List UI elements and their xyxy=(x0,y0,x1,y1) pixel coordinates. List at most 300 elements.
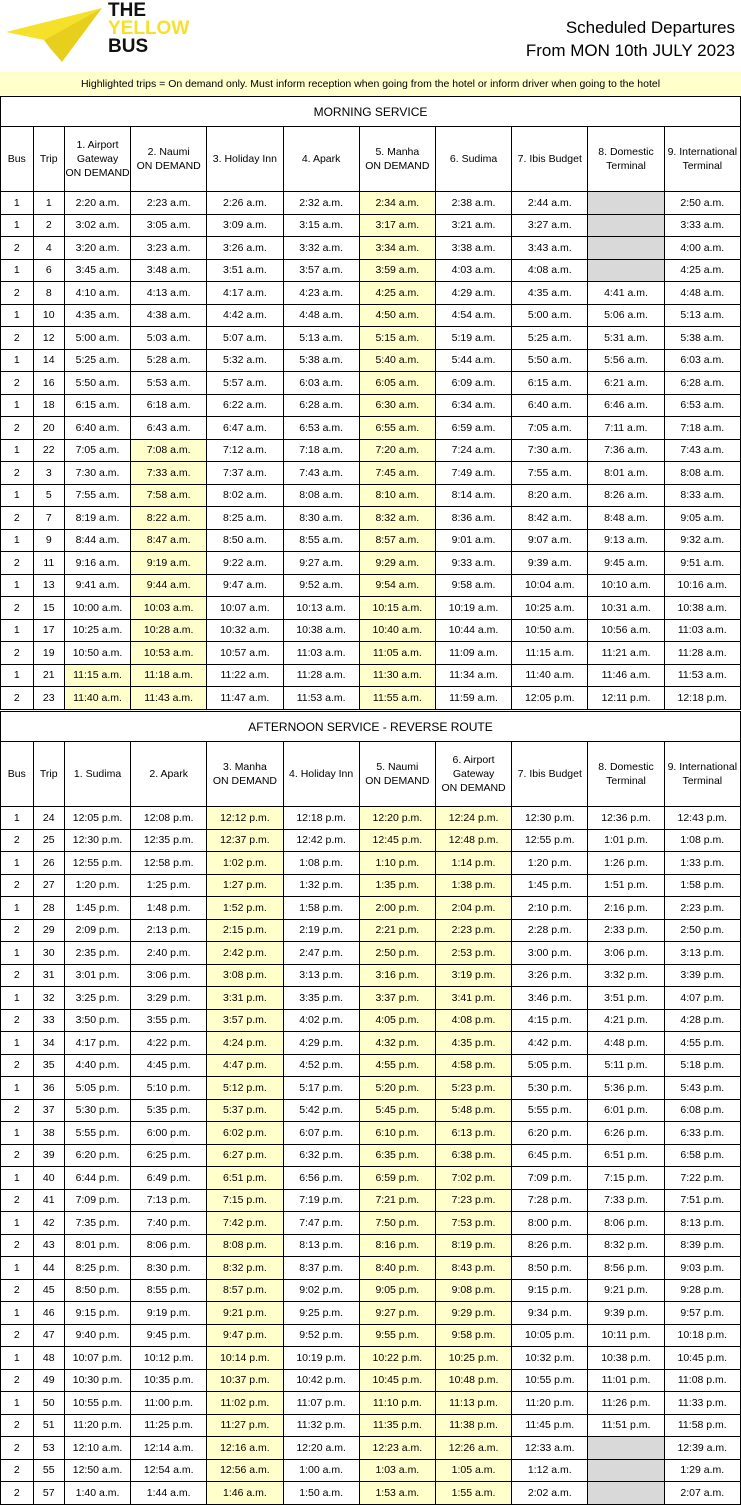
timetable-cell: 5:18 p.m. xyxy=(664,1054,740,1077)
timetable-row xyxy=(1,1482,741,1505)
timetable-cell: 10:31 a.m. xyxy=(588,597,664,620)
timetable-cell: 2 xyxy=(1,327,34,350)
timetable-cell: 12:18 p.m. xyxy=(664,687,740,710)
timetable-cell: 12:54 a.m. xyxy=(131,1459,207,1482)
timetable-cell: 5:45 p.m. xyxy=(359,1099,435,1122)
timetable-cell: 10:57 a.m. xyxy=(207,642,283,665)
timetable-cell: 1:51 p.m. xyxy=(588,874,664,897)
timetable-cell: 10:05 p.m. xyxy=(512,1324,588,1347)
timetable-cell: 10:48 p.m. xyxy=(435,1369,511,1392)
timetable-cell: 20 xyxy=(33,417,65,440)
column-header xyxy=(207,127,283,192)
timetable-cell: 2:53 p.m. xyxy=(435,942,511,965)
timetable-cell: 8:33 a.m. xyxy=(664,484,740,507)
timetable-row xyxy=(1,304,741,327)
timetable-cell: 3:13 p.m. xyxy=(283,964,359,987)
timetable-cell: 2:00 p.m. xyxy=(359,897,435,920)
timetable-cell: 12:36 p.m. xyxy=(588,807,664,830)
timetable-cell: 1:26 p.m. xyxy=(588,852,664,875)
timetable-cell xyxy=(588,259,664,282)
column-header-line: ON DEMAND xyxy=(65,167,130,179)
timetable-cell: 12:05 p.m. xyxy=(65,807,131,830)
timetable-cell: 2:19 p.m. xyxy=(283,919,359,942)
timetable-cell: 11:10 p.m. xyxy=(359,1392,435,1415)
timetable-cell: 2 xyxy=(1,1437,34,1460)
timetable-cell: 10:04 a.m. xyxy=(512,574,588,597)
timetable-cell: 3:01 p.m. xyxy=(65,964,131,987)
timetable-cell: 4:55 p.m. xyxy=(664,1032,740,1055)
timetable-row xyxy=(1,462,741,485)
timetable-cell: 7:43 a.m. xyxy=(664,439,740,462)
logo-line-1: THE xyxy=(108,0,146,21)
column-header-line: 5. Naumi xyxy=(376,761,419,773)
timetable-cell: 2 xyxy=(1,552,34,575)
timetable-cell: 1:25 p.m. xyxy=(131,874,207,897)
timetable-cell: 10:13 a.m. xyxy=(283,597,359,620)
timetable-cell: 10:32 p.m. xyxy=(512,1347,588,1370)
timetable-cell: 9:28 p.m. xyxy=(664,1279,740,1302)
timetable-cell: 2 xyxy=(1,687,34,710)
timetable-cell: 2:42 p.m. xyxy=(207,942,283,965)
timetable-cell: 3:13 p.m. xyxy=(664,942,740,965)
timetable-cell: 1 xyxy=(1,807,34,830)
timetable-cell: 1 xyxy=(1,394,34,417)
timetable-cell: 3:09 a.m. xyxy=(207,214,283,237)
timetable-cell: 5:38 a.m. xyxy=(283,349,359,372)
timetable-cell: 4:48 p.m. xyxy=(588,1032,664,1055)
timetable-cell: 10:37 p.m. xyxy=(207,1369,283,1392)
timetable-cell: 5:28 a.m. xyxy=(131,349,207,372)
timetable-cell: 12:33 a.m. xyxy=(512,1437,588,1460)
timetable-cell: 8:50 a.m. xyxy=(207,529,283,552)
timetable-cell: 2:23 p.m. xyxy=(664,897,740,920)
timetable-cell: 22 xyxy=(33,439,65,462)
timetable-cell: 10:30 p.m. xyxy=(65,1369,131,1392)
timetable-cell: 4:00 a.m. xyxy=(664,237,740,260)
timetable-cell: 8:08 a.m. xyxy=(664,462,740,485)
timetable-row xyxy=(1,372,741,395)
timetable-cell: 11:18 a.m. xyxy=(131,664,207,687)
timetable-cell: 12:20 p.m. xyxy=(359,807,435,830)
timetable-cell: 13 xyxy=(33,574,65,597)
timetable-cell: 2:50 p.m. xyxy=(359,942,435,965)
timetable-cell: 57 xyxy=(33,1482,65,1505)
timetable-cell: 4:05 p.m. xyxy=(359,1009,435,1032)
timetable-cell: 3:15 a.m. xyxy=(283,214,359,237)
timetable-cell: 9:40 p.m. xyxy=(65,1324,131,1347)
timetable-cell: 6:15 a.m. xyxy=(65,394,131,417)
timetable-cell: 10:12 p.m. xyxy=(131,1347,207,1370)
timetable-cell: 11:55 a.m. xyxy=(359,687,435,710)
timetable-cell: 8:20 a.m. xyxy=(512,484,588,507)
column-header-line: Gateway xyxy=(452,768,495,780)
timetable-cell: 3:20 a.m. xyxy=(65,237,131,260)
timetable-row xyxy=(1,642,741,665)
column-header xyxy=(664,742,740,807)
timetable-cell: 3:35 p.m. xyxy=(283,987,359,1010)
timetable-cell: 1:12 a.m. xyxy=(512,1459,588,1482)
timetable-cell: 17 xyxy=(33,619,65,642)
timetable-cell: 7:30 a.m. xyxy=(65,462,131,485)
timetable-cell: 10:25 a.m. xyxy=(512,597,588,620)
timetable-cell: 12:37 p.m. xyxy=(207,829,283,852)
timetable-cell: 10 xyxy=(33,304,65,327)
timetable-cell: 10:10 a.m. xyxy=(588,574,664,597)
timetable-row xyxy=(1,1144,741,1167)
timetable-cell: 3:17 a.m. xyxy=(359,214,435,237)
timetable-cell: 12:11 p.m. xyxy=(588,687,664,710)
timetable-cell: 2:26 a.m. xyxy=(207,192,283,215)
timetable-cell: 1:27 p.m. xyxy=(207,874,283,897)
timetable-cell: 4:48 a.m. xyxy=(283,304,359,327)
timetable-cell: 4:47 p.m. xyxy=(207,1054,283,1077)
timetable-cell: 1:08 p.m. xyxy=(664,829,740,852)
timetable-cell: 1:53 a.m. xyxy=(359,1482,435,1505)
timetable-cell: 9:39 a.m. xyxy=(512,552,588,575)
timetable-cell: 3:38 a.m. xyxy=(435,237,511,260)
timetable-cell: 10:22 p.m. xyxy=(359,1347,435,1370)
timetable-cell: 11:32 p.m. xyxy=(283,1414,359,1437)
timetable-cell: 3:06 p.m. xyxy=(131,964,207,987)
timetable-cell: 43 xyxy=(33,1234,65,1257)
timetable-cell: 11:53 a.m. xyxy=(664,664,740,687)
timetable-cell: 5:35 p.m. xyxy=(131,1099,207,1122)
column-header-line: Gateway xyxy=(76,153,119,165)
timetable-cell: 26 xyxy=(33,852,65,875)
timetable-cell: 6:34 a.m. xyxy=(435,394,511,417)
timetable-cell: 11:34 a.m. xyxy=(435,664,511,687)
timetable-cell: 10:25 p.m. xyxy=(435,1347,511,1370)
column-header-line: Terminal xyxy=(606,160,646,172)
timetable-cell: 1 xyxy=(1,987,34,1010)
timetable-cell: 11:51 p.m. xyxy=(588,1414,664,1437)
timetable-cell: 10:07 a.m. xyxy=(207,597,283,620)
timetable-row xyxy=(1,237,741,260)
column-header-line: 5. Manha xyxy=(375,146,420,158)
timetable-cell: 9:52 p.m. xyxy=(283,1324,359,1347)
timetable-cell: 7:11 a.m. xyxy=(588,417,664,440)
timetable-cell: 8:01 a.m. xyxy=(588,462,664,485)
timetable-cell: 2:23 a.m. xyxy=(131,192,207,215)
timetable-cell: 6:55 a.m. xyxy=(359,417,435,440)
column-header-line: 6. Airport xyxy=(452,754,495,766)
timetable-cell: 3:33 a.m. xyxy=(664,214,740,237)
timetable-cell: 10:56 a.m. xyxy=(588,619,664,642)
timetable-cell: 5:38 a.m. xyxy=(664,327,740,350)
timetable-cell: 18 xyxy=(33,394,65,417)
timetable-cell: 14 xyxy=(33,349,65,372)
timetable-cell: 2:32 a.m. xyxy=(283,192,359,215)
timetable-cell: 21 xyxy=(33,664,65,687)
timetable-cell xyxy=(588,237,664,260)
timetable-cell: 47 xyxy=(33,1324,65,1347)
timetable-cell: 4:52 p.m. xyxy=(283,1054,359,1077)
timetable-cell: 12:55 p.m. xyxy=(65,852,131,875)
timetable-cell: 8:02 a.m. xyxy=(207,484,283,507)
timetable-cell: 2:40 p.m. xyxy=(131,942,207,965)
timetable-cell: 9:47 p.m. xyxy=(207,1324,283,1347)
timetable-cell: 1 xyxy=(1,259,34,282)
timetable-cell: 1:46 a.m. xyxy=(207,1482,283,1505)
timetable-cell: 2:21 p.m. xyxy=(359,919,435,942)
timetable-cell: 3:25 p.m. xyxy=(65,987,131,1010)
timetable-cell: 3:08 p.m. xyxy=(207,964,283,987)
timetable-cell: 4:41 a.m. xyxy=(588,282,664,305)
afternoon-section-title: AFTERNOON SERVICE - REVERSE ROUTE xyxy=(1,712,741,742)
timetable-cell: 8:13 p.m. xyxy=(664,1212,740,1235)
timetable-cell: 28 xyxy=(33,897,65,920)
timetable-row xyxy=(1,439,741,462)
timetable-cell: 2:23 p.m. xyxy=(435,919,511,942)
timetable-cell: 30 xyxy=(33,942,65,965)
timetable-cell: 2 xyxy=(1,507,34,530)
timetable-cell: 3:26 a.m. xyxy=(207,237,283,260)
timetable-cell: 8:39 p.m. xyxy=(664,1234,740,1257)
logo-line-3: BUS xyxy=(108,36,149,57)
timetable-cell: 9:52 a.m. xyxy=(283,574,359,597)
timetable-cell: 1 xyxy=(1,349,34,372)
column-header xyxy=(131,742,207,807)
timetable-cell: 7:33 p.m. xyxy=(588,1189,664,1212)
timetable-cell: 8:43 p.m. xyxy=(435,1257,511,1280)
timetable-cell: 6:10 p.m. xyxy=(359,1122,435,1145)
timetable-cell: 1 xyxy=(1,1257,34,1280)
timetable-cell: 53 xyxy=(33,1437,65,1460)
timetable-row xyxy=(1,1257,741,1280)
timetable-cell: 11:30 a.m. xyxy=(359,664,435,687)
timetable-cell: 10:38 p.m. xyxy=(588,1347,664,1370)
timetable-cell: 2 xyxy=(1,642,34,665)
timetable-cell: 6:40 a.m. xyxy=(65,417,131,440)
timetable-cell: 1:02 p.m. xyxy=(207,852,283,875)
timetable-cell: 8:44 a.m. xyxy=(65,529,131,552)
timetable-cell: 11:45 p.m. xyxy=(512,1414,588,1437)
timetable-cell: 2 xyxy=(33,214,65,237)
timetable-cell: 3:59 a.m. xyxy=(359,259,435,282)
timetable-cell: 7:35 p.m. xyxy=(65,1212,131,1235)
timetable-cell: 6:30 a.m. xyxy=(359,394,435,417)
timetable-cell: 9:45 p.m. xyxy=(131,1324,207,1347)
timetable-cell: 5:06 a.m. xyxy=(588,304,664,327)
timetable-cell: 10:19 p.m. xyxy=(283,1347,359,1370)
timetable-cell: 2:35 p.m. xyxy=(65,942,131,965)
timetable-cell: 1 xyxy=(1,1302,34,1325)
timetable-cell: 12:08 p.m. xyxy=(131,807,207,830)
timetable-row xyxy=(1,1054,741,1077)
timetable-cell: 10:14 p.m. xyxy=(207,1347,283,1370)
timetable-cell: 1 xyxy=(1,664,34,687)
timetable-cell: 1:52 p.m. xyxy=(207,897,283,920)
timetable-cell: 7:51 p.m. xyxy=(664,1189,740,1212)
timetable-cell: 6:35 p.m. xyxy=(359,1144,435,1167)
timetable-cell: 6:03 a.m. xyxy=(283,372,359,395)
timetable-cell: 1 xyxy=(1,1347,34,1370)
timetable-row xyxy=(1,987,741,1010)
timetable-cell: 2:04 p.m. xyxy=(435,897,511,920)
timetable-cell: 2:38 a.m. xyxy=(435,192,511,215)
timetable-cell: 3:41 p.m. xyxy=(435,987,511,1010)
timetable-cell: 7:30 a.m. xyxy=(512,439,588,462)
timetable-cell: 5:53 a.m. xyxy=(131,372,207,395)
timetable-cell: 9:54 a.m. xyxy=(359,574,435,597)
timetable-cell: 10:38 a.m. xyxy=(664,597,740,620)
timetable-cell: 12:58 p.m. xyxy=(131,852,207,875)
timetable-cell: 5:43 p.m. xyxy=(664,1077,740,1100)
column-header xyxy=(283,127,359,192)
timetable-cell: 6:47 a.m. xyxy=(207,417,283,440)
timetable-cell: 11:20 p.m. xyxy=(512,1392,588,1415)
column-header xyxy=(207,742,283,807)
timetable-cell: 6:22 a.m. xyxy=(207,394,283,417)
timetable-cell: 6:43 a.m. xyxy=(131,417,207,440)
timetable-cell: 9:02 p.m. xyxy=(283,1279,359,1302)
timetable-cell: 10:50 a.m. xyxy=(512,619,588,642)
timetable-row xyxy=(1,807,741,830)
timetable-cell: 5:13 a.m. xyxy=(664,304,740,327)
timetable-cell: 4:08 a.m. xyxy=(512,259,588,282)
timetable-cell: 6:20 p.m. xyxy=(65,1144,131,1167)
timetable-cell: 12:45 p.m. xyxy=(359,829,435,852)
timetable-cell: 16 xyxy=(33,372,65,395)
column-header-line: 8. Domestic xyxy=(598,146,654,158)
column-header xyxy=(664,127,740,192)
timetable-cell: 2 xyxy=(1,874,34,897)
timetable-cell: 9:57 p.m. xyxy=(664,1302,740,1325)
timetable-cell: 8:14 a.m. xyxy=(435,484,511,507)
timetable-cell: 4:02 p.m. xyxy=(283,1009,359,1032)
timetable-cell: 10:07 p.m. xyxy=(65,1347,131,1370)
timetable-cell: 5:12 p.m. xyxy=(207,1077,283,1100)
timetable-cell: 6:15 a.m. xyxy=(512,372,588,395)
timetable-cell: 9:39 p.m. xyxy=(588,1302,664,1325)
timetable-cell: 8:26 p.m. xyxy=(512,1234,588,1257)
timetable-cell: 10:16 a.m. xyxy=(664,574,740,597)
timetable-cell: 10:25 a.m. xyxy=(65,619,131,642)
column-header xyxy=(359,127,435,192)
timetable-cell: 9:32 a.m. xyxy=(664,529,740,552)
timetable-cell: 4:08 p.m. xyxy=(435,1009,511,1032)
timetable-cell: 3:50 p.m. xyxy=(65,1009,131,1032)
timetable-cell: 10:15 a.m. xyxy=(359,597,435,620)
timetable-cell: 2:10 p.m. xyxy=(512,897,588,920)
timetable-cell: 8:50 p.m. xyxy=(65,1279,131,1302)
timetable-cell: 7 xyxy=(33,507,65,530)
timetable-cell: 10:42 p.m. xyxy=(283,1369,359,1392)
timetable-cell: 6:00 p.m. xyxy=(131,1122,207,1145)
timetable-cell: 12:43 p.m. xyxy=(664,807,740,830)
timetable-cell: 2 xyxy=(1,1234,34,1257)
timetable-cell: 7:18 a.m. xyxy=(283,439,359,462)
timetable-cell: 8:08 a.m. xyxy=(283,484,359,507)
timetable-cell: 8:25 p.m. xyxy=(65,1257,131,1280)
timetable-cell: 7:55 a.m. xyxy=(512,462,588,485)
timetable-cell: 5:40 a.m. xyxy=(359,349,435,372)
timetable-cell: 5 xyxy=(33,484,65,507)
timetable-cell: 3:55 p.m. xyxy=(131,1009,207,1032)
timetable-row xyxy=(1,394,741,417)
timetable-cell: 1 xyxy=(1,192,34,215)
timetable-cell: 49 xyxy=(33,1369,65,1392)
timetable-row xyxy=(1,1032,741,1055)
column-header-line: 9. International xyxy=(667,146,738,158)
timetable-row xyxy=(1,507,741,530)
timetable-cell: 12:39 a.m. xyxy=(664,1437,740,1460)
timetable-cell: 6:44 p.m. xyxy=(65,1167,131,1190)
timetable-cell: 8:55 p.m. xyxy=(131,1279,207,1302)
timetable-cell: 38 xyxy=(33,1122,65,1145)
timetable-cell: 1 xyxy=(1,574,34,597)
timetable-cell: 3:43 a.m. xyxy=(512,237,588,260)
timetable-cell: 2:07 a.m. xyxy=(664,1482,740,1505)
timetable-cell: 5:10 p.m. xyxy=(131,1077,207,1100)
timetable-cell: 4:25 a.m. xyxy=(359,282,435,305)
timetable-row xyxy=(1,619,741,642)
timetable-cell: 6:45 p.m. xyxy=(512,1144,588,1167)
timetable-cell: 11:46 a.m. xyxy=(588,664,664,687)
timetable-cell: 3:27 a.m. xyxy=(512,214,588,237)
timetable-cell: 11:00 p.m. xyxy=(131,1392,207,1415)
timetable-cell: 2 xyxy=(1,1189,34,1212)
timetable-cell: 5:15 a.m. xyxy=(359,327,435,350)
timetable-cell: 9:34 p.m. xyxy=(512,1302,588,1325)
timetable-cell: 5:57 a.m. xyxy=(207,372,283,395)
timetable-cell: 9:58 a.m. xyxy=(435,574,511,597)
timetable-cell: 5:48 p.m. xyxy=(435,1099,511,1122)
column-header-line: ON DEMAND xyxy=(365,775,430,787)
timetable-cell: 7:33 a.m. xyxy=(131,462,207,485)
column-header-line: ON DEMAND xyxy=(212,775,277,787)
timetable-row xyxy=(1,349,741,372)
timetable-row xyxy=(1,829,741,852)
timetable-cell xyxy=(588,1459,664,1482)
column-header-line: ON DEMAND xyxy=(365,160,430,172)
timetable-cell: 4:23 a.m. xyxy=(283,282,359,305)
timetable-cell: 1:14 p.m. xyxy=(435,852,511,875)
column-header-line: 9. International xyxy=(667,761,738,773)
column-header xyxy=(512,742,588,807)
timetable-cell: 2 xyxy=(1,1009,34,1032)
timetable-cell: 10:45 p.m. xyxy=(359,1369,435,1392)
timetable-cell: 8:19 p.m. xyxy=(435,1234,511,1257)
timetable-cell: 1:38 p.m. xyxy=(435,874,511,897)
timetable-row xyxy=(1,214,741,237)
timetable-cell: 2:50 p.m. xyxy=(664,919,740,942)
timetable-cell: 3:51 p.m. xyxy=(588,987,664,1010)
column-header xyxy=(588,127,664,192)
timetable-row xyxy=(1,192,741,215)
timetable-cell: 6:33 p.m. xyxy=(664,1122,740,1145)
timetable-cell: 4:35 p.m. xyxy=(435,1032,511,1055)
timetable-cell: 11:33 p.m. xyxy=(664,1392,740,1415)
timetable-cell: 1:29 a.m. xyxy=(664,1459,740,1482)
timetable-cell: 8:30 p.m. xyxy=(131,1257,207,1280)
timetable-cell: 9:15 p.m. xyxy=(65,1302,131,1325)
timetable-cell: 5:30 p.m. xyxy=(512,1077,588,1100)
timetable-row xyxy=(1,417,741,440)
timetable-cell: 8:13 p.m. xyxy=(283,1234,359,1257)
timetable-cell: 6:53 a.m. xyxy=(283,417,359,440)
timetable-cell: 9:08 p.m. xyxy=(435,1279,511,1302)
timetable-cell: 8:25 a.m. xyxy=(207,507,283,530)
timetable-cell: 3:21 a.m. xyxy=(435,214,511,237)
timetable-cell: 5:37 p.m. xyxy=(207,1099,283,1122)
timetable-cell: 4:25 a.m. xyxy=(664,259,740,282)
column-header xyxy=(1,127,34,192)
timetable-cell: 2:02 a.m. xyxy=(512,1482,588,1505)
timetable-cell: 11:43 a.m. xyxy=(131,687,207,710)
timetable-cell: 11:22 a.m. xyxy=(207,664,283,687)
timetable-cell: 2 xyxy=(1,1459,34,1482)
